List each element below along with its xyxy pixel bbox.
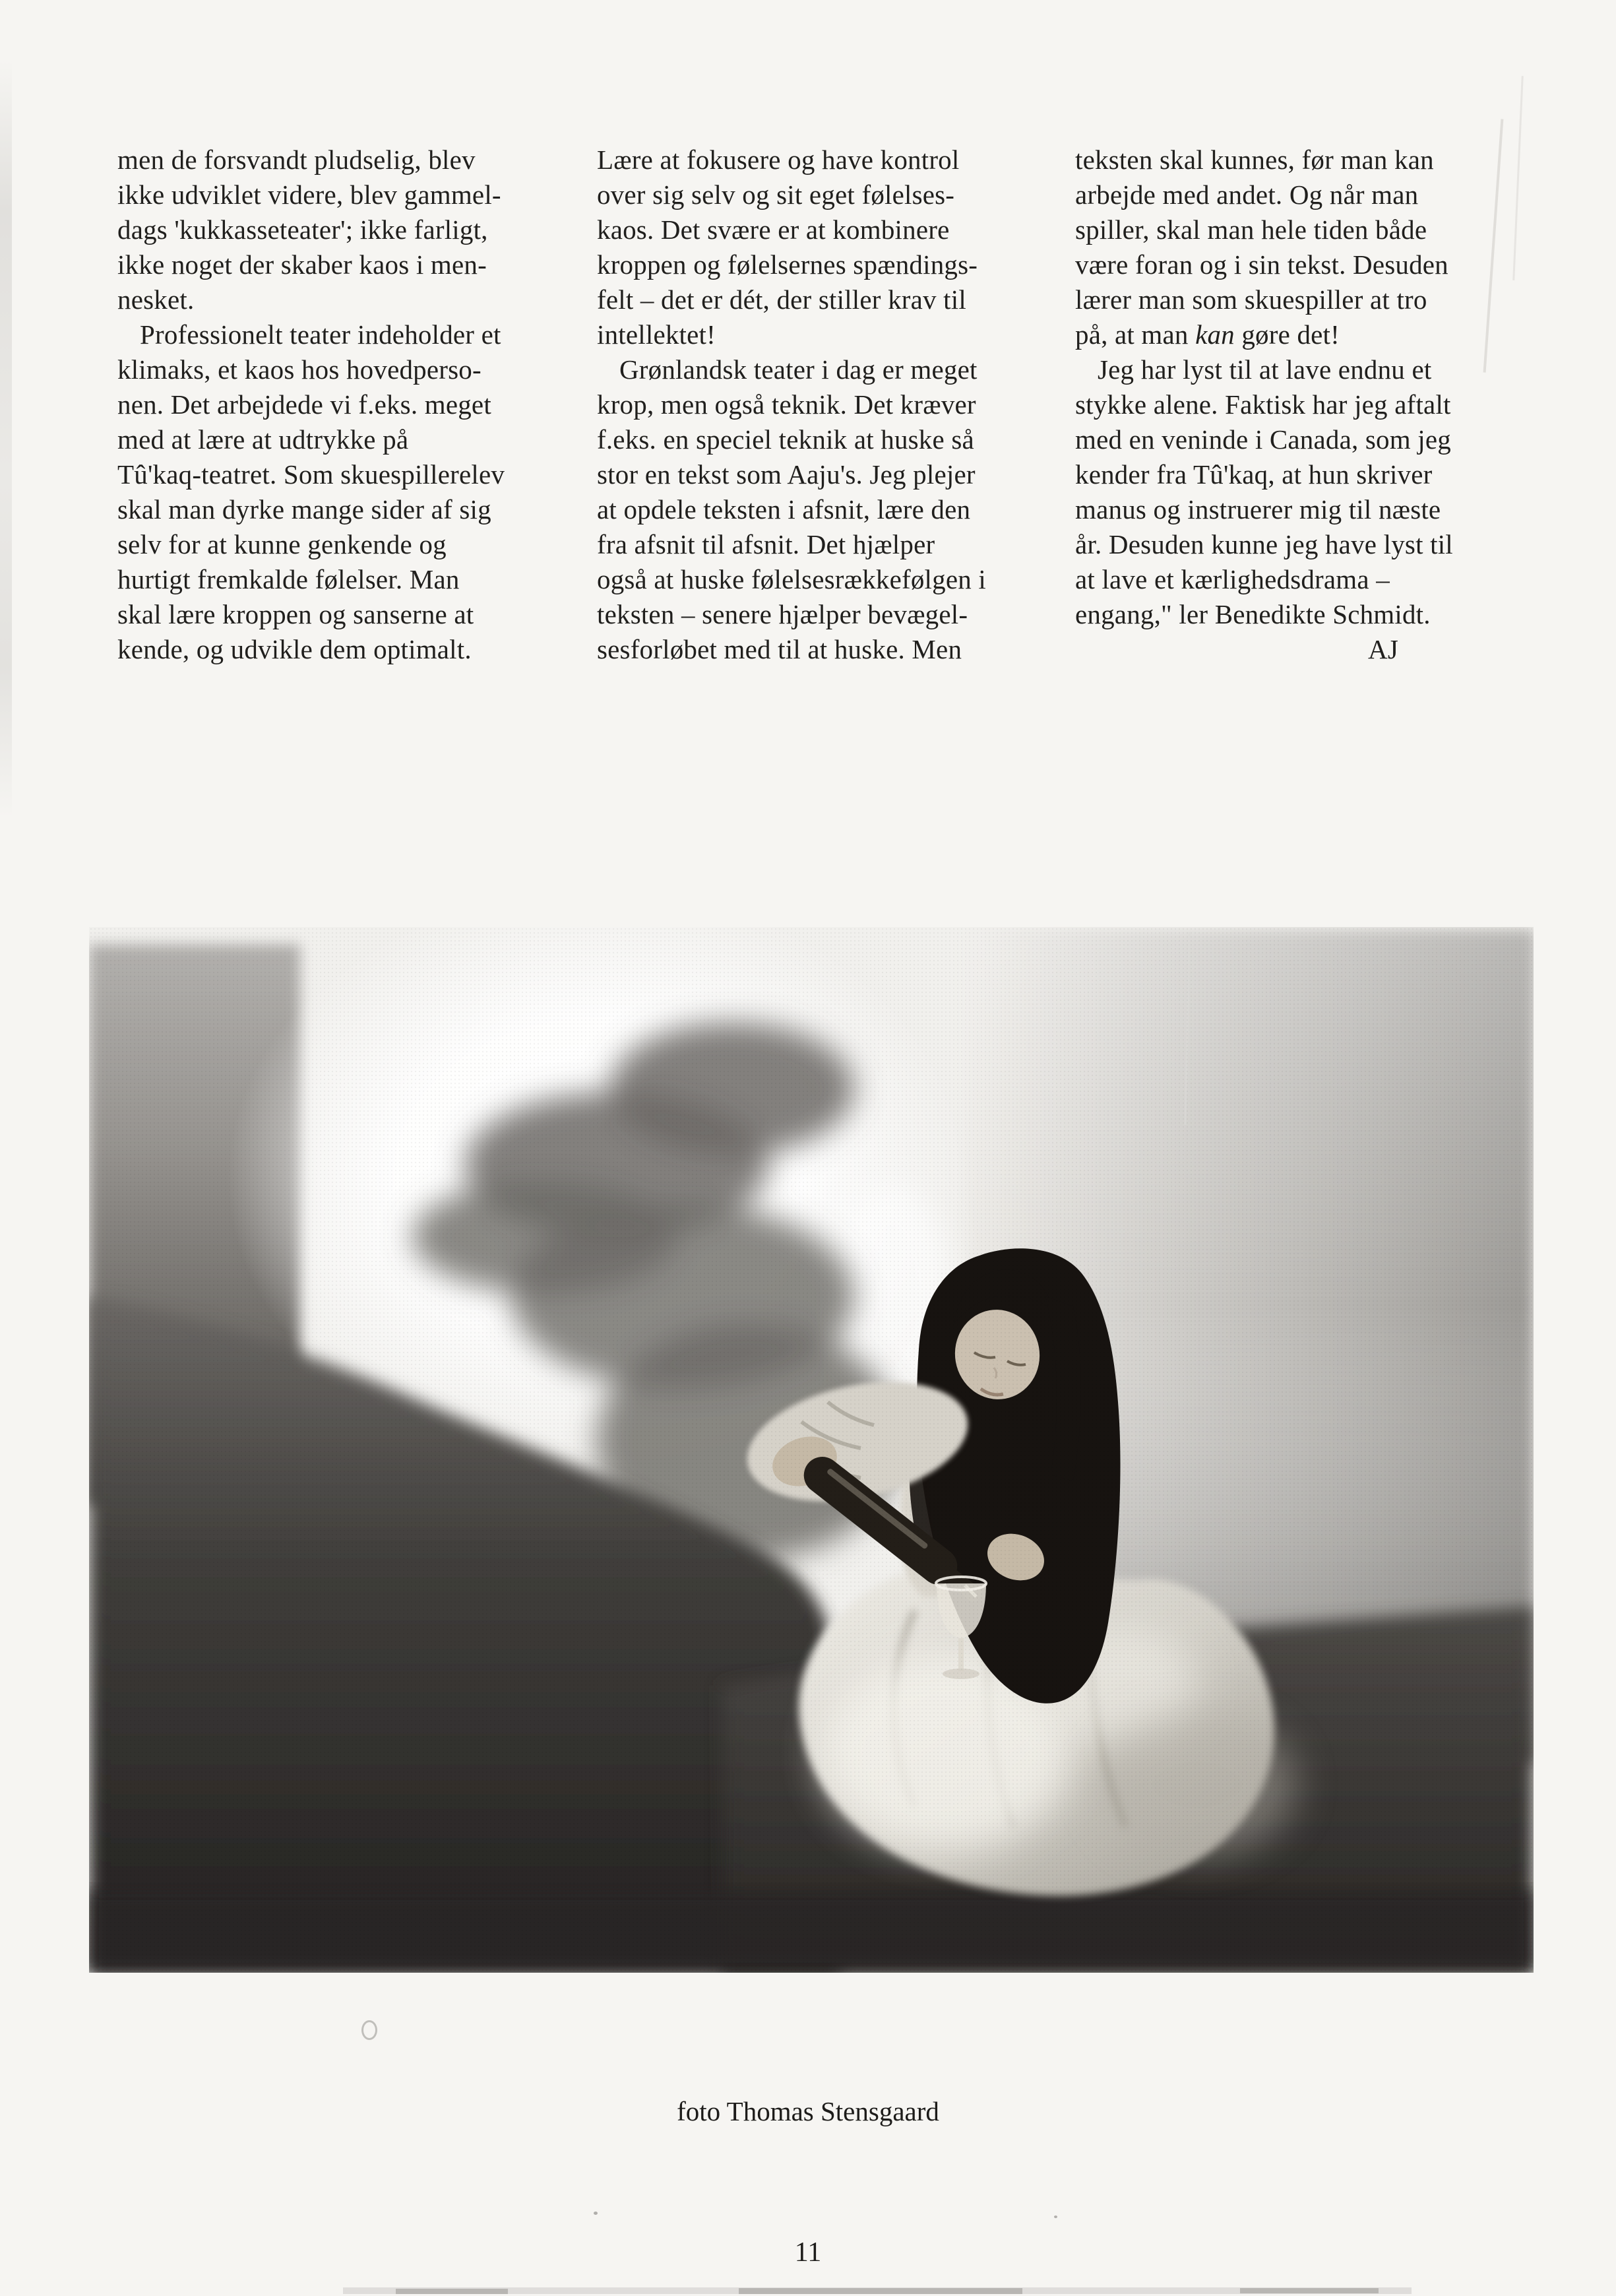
text-line (1075, 143, 1537, 177)
text-line (117, 632, 579, 667)
italic-text-segment: kan (1195, 319, 1235, 350)
text-segment: nen. Det arbejdede vi f.eks. meget (117, 389, 491, 420)
text-segment: dags 'kukkasseteater'; ikke farligt, (117, 214, 488, 245)
scan-ring-artifact (361, 2020, 377, 2040)
photo-canvas (89, 927, 1534, 1973)
text-segment: krop, men også teknik. Det kræver (597, 389, 976, 420)
text-segment: felt – det er dét, der stiller krav til (597, 284, 966, 315)
text-line (117, 282, 579, 317)
text-line (597, 212, 1059, 247)
halftone-texture (89, 927, 1534, 1973)
text-segment: skal man dyrke mange sider af sig (117, 494, 491, 525)
text-segment: klimaks, et kaos hos hovedperso- (117, 354, 482, 385)
text-segment: på, at man (1075, 319, 1196, 350)
text-segment: stykke alene. Faktisk har jeg aftalt (1075, 389, 1451, 420)
text-line (117, 177, 579, 212)
text-segment: teksten skal kunnes, før man kan (1075, 144, 1434, 175)
article-column-3 (1075, 143, 1537, 667)
text-line (597, 457, 1059, 492)
text-line (1075, 177, 1537, 212)
text-line (1075, 492, 1537, 527)
photo-woman-pouring-drink (89, 927, 1534, 1973)
text-line (1075, 422, 1537, 457)
text-segment: f.eks. en speciel teknik at huske så (597, 424, 974, 455)
text-line (1075, 282, 1537, 317)
text-segment: hurtigt fremkalde følelser. Man (117, 564, 460, 594)
text-segment: ikke udviklet videre, blev gammel- (117, 179, 501, 210)
photo-credit-caption: foto Thomas Stensgaard (677, 2096, 939, 2126)
text-segment: nesket. (117, 284, 195, 315)
text-line (597, 597, 1059, 632)
page-number: 11 (794, 2237, 822, 2268)
text-line (117, 527, 579, 562)
text-segment: lærer man som skuespiller at tro (1075, 284, 1427, 315)
text-line (1075, 247, 1537, 282)
text-segment: fra afsnit til afsnit. Det hjælper (597, 529, 935, 559)
text-segment: med en veninde i Canada, som jeg (1075, 424, 1451, 455)
text-segment: Tû'kaq-teatret. Som skuespillerelev (117, 459, 505, 490)
text-line (597, 562, 1059, 597)
text-segment: skal lære kroppen og sanserne at (117, 599, 474, 629)
text-line (597, 247, 1059, 282)
text-line (597, 177, 1059, 212)
text-segment: kende, og udvikle dem optimalt. (117, 634, 472, 664)
text-segment: også at huske følelsesrækkefølgen i (597, 564, 986, 594)
article-column-2 (597, 143, 1059, 667)
article-column-1 (117, 143, 579, 667)
text-segment: Jeg har lyst til at lave endnu et (1098, 354, 1432, 385)
text-line (117, 317, 579, 352)
text-segment: Grønlandsk teater i dag er meget (619, 354, 978, 385)
text-segment: gøre det! (1234, 319, 1340, 350)
text-segment: selv for at kunne genkende og (117, 529, 447, 559)
text-segment: engang," ler Benedikte Schmidt. (1075, 599, 1431, 629)
text-segment: sesforløbet med til at huske. Men (597, 634, 962, 664)
text-segment: år. Desuden kunne jeg have lyst til (1075, 529, 1453, 559)
text-segment: intellektet! (597, 319, 716, 350)
scan-bottom-edge-segment (396, 2289, 508, 2294)
text-segment: med at lære at udtrykke på (117, 424, 409, 455)
text-line (597, 352, 1059, 387)
text-line (597, 527, 1059, 562)
scan-edge-smudge (0, 59, 12, 818)
text-line (117, 492, 579, 527)
text-segment: over sig selv og sit eget følelses- (597, 179, 955, 210)
text-line (1075, 457, 1537, 492)
text-line (1075, 527, 1537, 562)
text-segment: Lære at fokusere og have kontrol (597, 144, 960, 175)
text-segment: være foran og i sin tekst. Desuden (1075, 249, 1448, 280)
text-segment: kender fra Tû'kaq, at hun skriver (1075, 459, 1433, 490)
text-segment: men de forsvandt pludselig, blev (117, 144, 476, 175)
text-line (597, 632, 1059, 667)
text-line (597, 492, 1059, 527)
text-segment: at lave et kærlighedsdrama – (1075, 564, 1390, 594)
scan-bottom-edge-segment (739, 2288, 1022, 2294)
text-segment: kaos. Det svære er at kombinere (597, 214, 950, 245)
text-segment: arbejde med andet. Og når man (1075, 179, 1419, 210)
text-segment: at opdele teksten i afsnit, lære den (597, 494, 971, 525)
text-segment: ikke noget der skaber kaos i men- (117, 249, 487, 280)
text-line (1075, 212, 1537, 247)
text-line (1075, 317, 1537, 352)
text-line (597, 143, 1059, 177)
text-segment: kroppen og følelsernes spændings- (597, 249, 978, 280)
text-line (597, 387, 1059, 422)
text-line (1075, 562, 1537, 597)
text-segment: spiller, skal man hele tiden både (1075, 214, 1427, 245)
text-line (117, 562, 579, 597)
text-line (1075, 352, 1537, 387)
text-segment: manus og instruerer mig til næste (1075, 494, 1441, 525)
text-line (1075, 632, 1537, 667)
text-line (117, 387, 579, 422)
text-line (1075, 597, 1537, 632)
text-line (117, 422, 579, 457)
scan-speck (594, 2212, 598, 2215)
text-segment: Professionelt teater indeholder et (140, 319, 501, 350)
text-segment: AJ (1368, 634, 1398, 664)
text-line (117, 212, 579, 247)
scan-speck (1054, 2216, 1057, 2218)
text-line (597, 422, 1059, 457)
text-segment: stor en tekst som Aaju's. Jeg plejer (597, 459, 976, 490)
text-segment: teksten – senere hjælper bevægel- (597, 599, 968, 629)
scan-bottom-edge-segment (1240, 2288, 1379, 2293)
text-line (117, 143, 579, 177)
text-line (1075, 387, 1537, 422)
text-line (117, 247, 579, 282)
text-line (117, 352, 579, 387)
text-line (597, 317, 1059, 352)
text-line (117, 457, 579, 492)
text-line (117, 597, 579, 632)
text-line (597, 282, 1059, 317)
